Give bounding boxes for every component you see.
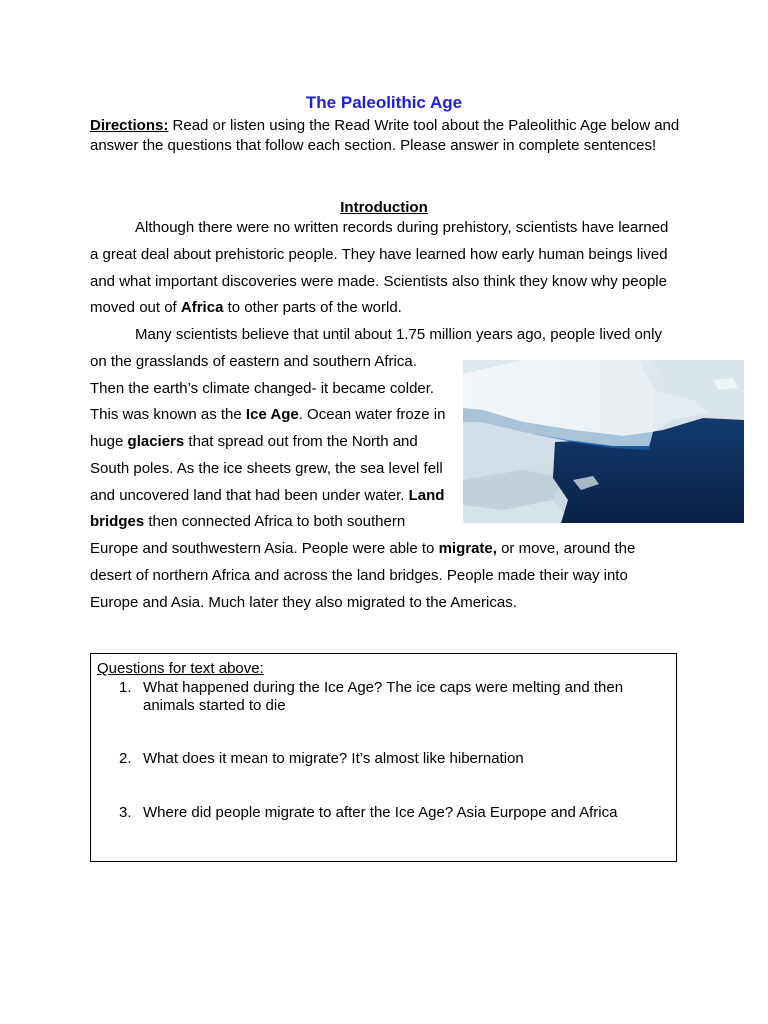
text-run: . Ocean water froze in [298,406,446,423]
text-run: This was known as the [90,406,246,423]
question-number: 3. [119,804,132,821]
text-run: that spread out from the North and [184,433,418,450]
question-number: 2. [119,750,132,767]
paragraph2-line: South poles. As the ice sheets grew, the sea level fell [90,460,443,477]
glacier-photo-icon [463,360,744,523]
paragraph2-line [90,512,405,532]
paragraph2-line: Many scientists believe that until about 1.75 million years ago, people lived only [135,326,662,343]
text-run: or move, around the [496,540,636,557]
question-text: Where did people migrate to after the Ice Age? Asia Eurpope and Africa [143,804,618,821]
bold-term-glaciers: glaciers [127,433,185,450]
paragraph1-line: Although there were no written records during prehistory, scientists have learned [135,219,669,236]
section-heading-introduction: Introduction [340,199,428,216]
paragraph2-line: on the grasslands of eastern and southern Africa. [90,353,417,370]
text-run: Europe and southwestern Asia. People were able to [90,540,439,557]
directions-text: Read or listen using the Read Write tool about the Paleolithic Age below and answer the questions that follow each section. Please answer in complete sentences! [90,117,680,154]
paragraph1-line [90,298,402,318]
text-run: then connected Africa to both southern [144,513,406,530]
text-run: to other parts of the world. [223,299,402,316]
questions-box [90,653,677,862]
paragraph2-line [90,539,635,559]
text-run: and uncovered land that had been under water. [90,487,409,504]
paragraph1-line: a great deal about prehistoric people. They have learned how early human beings lived [90,246,668,263]
bold-term-bridges: bridges [90,513,145,530]
bold-term-migrate: migrate, [438,540,497,557]
page-title: The Paleolithic Age [305,93,463,112]
paragraph2-line: Europe and Asia. Much later they also migrated to the Americas. [90,594,517,611]
text-run: huge [90,433,128,450]
paragraph2-line [90,432,418,452]
text-run: moved out of [90,299,181,316]
question-number: 1. [119,679,132,696]
paragraph2-line: desert of northern Africa and across the land bridges. People made their way into [90,567,628,584]
paragraph2-line [90,405,445,425]
paragraph2-line: Then the earth’s climate changed- it became colder. [90,380,435,397]
directions-label: Directions: [90,117,169,134]
question-text: What happened during the Ice Age? The ice caps were melting and then animals started to die [143,679,624,714]
glacier-photo [463,360,744,523]
bold-term-ice-age: Ice Age [245,406,299,423]
bold-term-africa: Africa [180,299,224,316]
question-text: What does it mean to migrate? It’s almost like hibernation [143,750,524,767]
paragraph1-line: and what important discoveries were made. Scientists also think they know why people [90,273,667,290]
directions [90,116,680,156]
questions-heading: Questions for text above: [97,660,264,677]
paragraph2-line [90,486,444,506]
bold-term-land: Land [408,487,445,504]
